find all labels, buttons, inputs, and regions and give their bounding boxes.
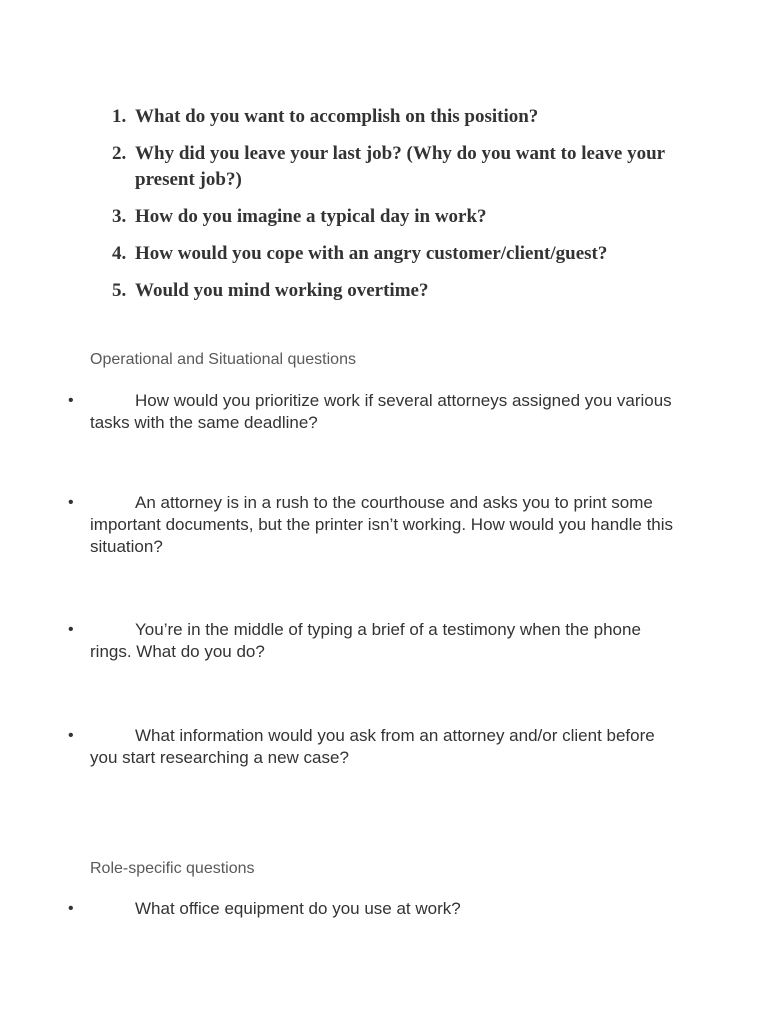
bullet-question [0,390,768,434]
bullet-dot: • [68,900,74,917]
question-text: How would you cope with an angry customer/client/guest? [135,243,608,264]
question-text: How do you imagine a typical day in work? [135,206,487,227]
question-text: Would you mind working overtime? [135,280,429,301]
operational-section-heading: Operational and Situational questions [90,351,356,368]
bullet-question-text: How would you prioritize work if several attorneys assigned you various tasks with the same deadline? [90,391,672,432]
numbered-question [0,204,768,230]
question-number: 5. [112,280,127,301]
numbered-question [0,278,768,304]
question-text: Why did you leave your last job? (Why do you want to leave your present job?) [135,143,665,190]
bullet-question [0,725,768,769]
numbered-question [0,104,768,130]
bullet-question-text: What information would you ask from an attorney and/or client before you start researching a new case? [90,726,655,767]
question-number: 1. [112,106,127,127]
question-number: 3. [112,206,127,227]
bullet-dot: • [68,727,74,744]
role-section-heading: Role-specific questions [90,860,255,877]
bullet-question-text: What office equipment do you use at work? [135,899,461,918]
bullet-dot: • [68,494,74,511]
bullet-question-text: You’re in the middle of typing a brief of a testimony when the phone rings. What do you do? [90,620,641,661]
numbered-question-list [0,104,768,315]
bullet-question [0,492,768,558]
bullet-dot: • [68,392,74,409]
question-text: What do you want to accomplish on this position? [135,106,539,127]
numbered-question [0,241,768,267]
numbered-question [0,141,768,193]
bullet-dot: • [68,621,74,638]
question-number: 2. [112,143,127,164]
bullet-question-text: An attorney is in a rush to the courthouse and asks you to print some important documents, but the printer isn’t working. How would you handle this situation? [90,493,674,556]
bullet-question [0,619,768,663]
question-number: 4. [112,243,127,264]
bullet-question [0,898,768,920]
